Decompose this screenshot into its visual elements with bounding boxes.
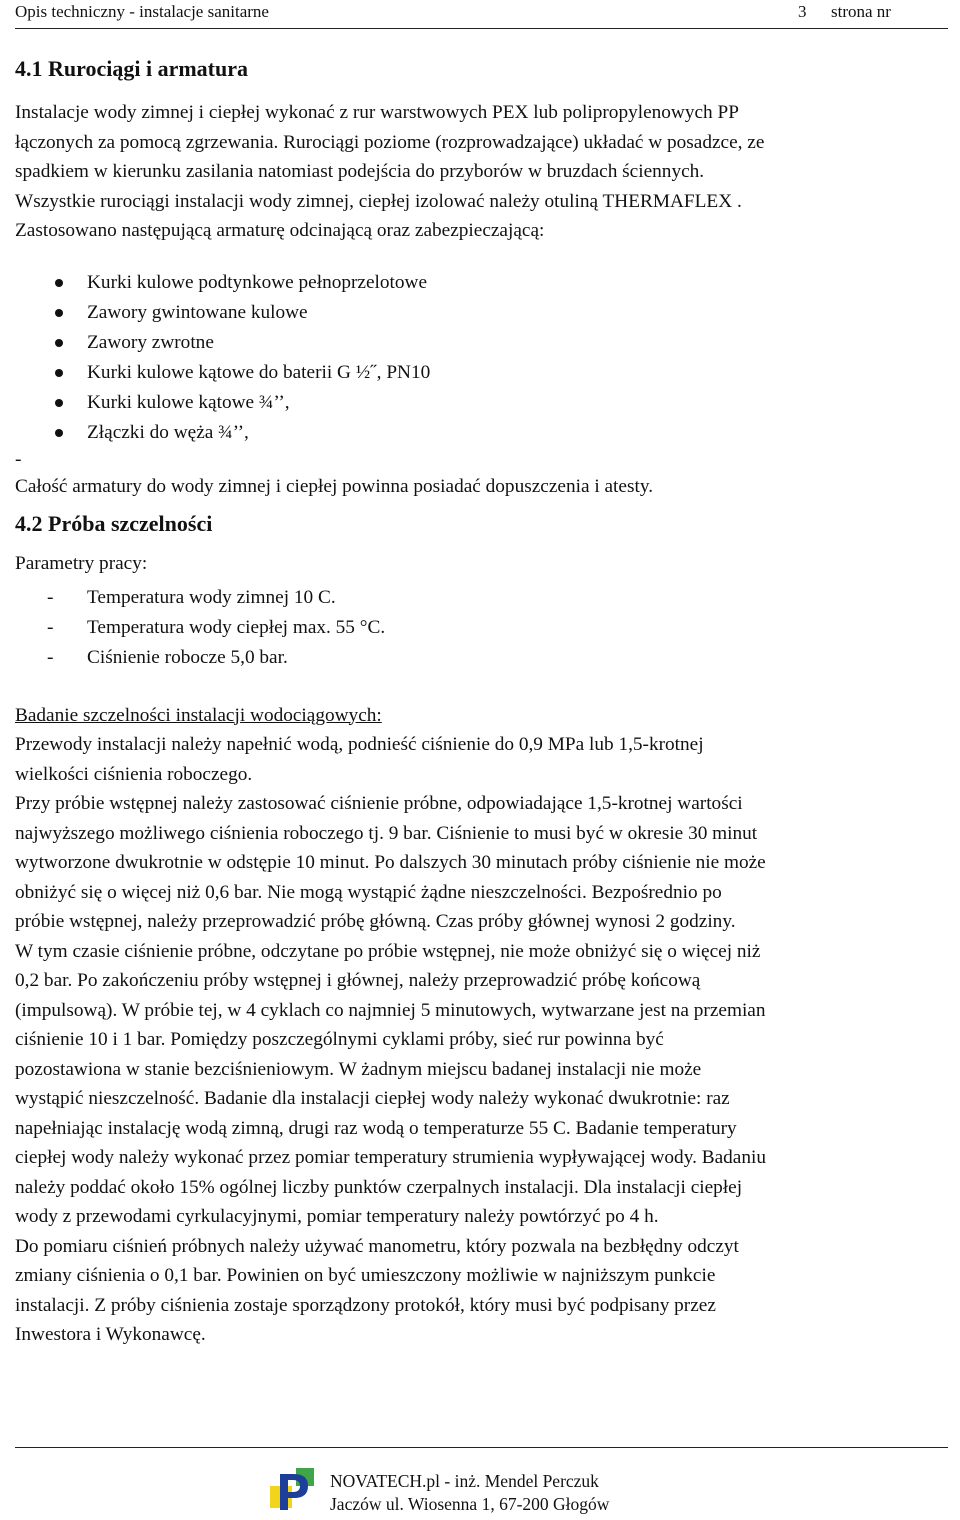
paragraph-line: ciepłej wody należy wykonać przez pomiar temperatury strumienia wypływającej wody. Badaniu — [15, 1147, 766, 1168]
list-item: Kurki kulowe kątowe do baterii G ½˝, PN10 — [15, 358, 960, 388]
paragraph-line: ciśnienie 10 i 1 bar. Pomiędzy poszczególnymi cyklami próby, sieć rur powinna być — [15, 1029, 664, 1050]
closing-sentence: Całość armatury do wody zimnej i ciepłej powinna posiadać dopuszczenia i atesty. — [15, 475, 654, 497]
document-body — [15, 40, 960, 1350]
footer-info — [330, 1470, 609, 1516]
paragraph-line: napełniając instalację wodą zimną, drugi raz wodą o temperaturze 55 C. Badanie temperatury — [15, 1117, 737, 1139]
paragraph-line: (impulsową). W próbie tej, w 4 cyklach co najmniej 5 minutowych, wytwarzane jest na przemian — [15, 999, 766, 1021]
paragraph-line: Wszystkie rurociągi instalacji wody zimnej, ciepłej izolować należy otuliną THERMAFLEX . — [15, 190, 742, 212]
footer-company: NOVATECH.pl - inż. Mendel Perczuk — [330, 1471, 599, 1491]
paragraph-line: wody z przewodami cyrkulacyjnymi, pomiar temperatury należy powtórzyć po 4 h. — [15, 1206, 659, 1227]
subsection-heading: Badanie szczelności instalacji wodociągowych: — [15, 704, 382, 726]
paragraph-line: Przy próbie wstępnej należy zastosować ciśnienie próbne, odpowiadające 1,5-krotnej wartości — [15, 793, 743, 814]
paragraph-line: należy poddać około 15% ogólnej liczby punktów czerpalnych instalacji. Dla instalacji ciepłej — [15, 1176, 743, 1198]
list-item: Zawory zwrotne — [15, 328, 960, 358]
param-text: Ciśnienie robocze 5,0 bar. — [87, 646, 288, 668]
params-list — [15, 583, 960, 673]
paragraph-line: łączonych za pomocą zgrzewania. Rurociągi poziome (rozprowadzające) układać w posadzce, ze — [15, 131, 765, 153]
footer-divider — [15, 1447, 948, 1448]
params-label: Parametry pracy: — [15, 553, 148, 574]
section-heading-4-1: 4.1 Rurociągi i armatura — [15, 56, 249, 81]
paragraph-line: instalacji. Z próby ciśnienia zostaje sporządzony protokół, który musi być podpisany przez — [15, 1294, 716, 1316]
list-item — [15, 613, 960, 643]
list-item: Kurki kulowe kątowe ¾’’, — [15, 388, 960, 418]
dash-marker: - — [47, 646, 54, 668]
list-item — [15, 583, 960, 613]
paragraph-line: próbie wstępnej, należy przeprowadzić próbę główną. Czas próby głównej wynosi 2 godziny. — [15, 911, 736, 932]
list-item — [15, 643, 960, 673]
paragraph-line: 0,2 bar. Po zakończeniu próby wstępnej i głównej, należy przeprowadzić próbę końcową — [15, 970, 701, 991]
paragraph-line: Instalacje wody zimnej i ciepłej wykonać z rur warstwowych PEX lub polipropylenowych PP — [15, 102, 739, 123]
logo-blue-mark — [280, 1474, 308, 1510]
company-logo-icon — [270, 1466, 316, 1512]
paragraph-line: W tym czasie ciśnienie próbne, odczytane po próbie wstępnej, nie może obniżyć się o więcej niż — [15, 940, 761, 962]
document-title: Opis techniczny - instalacje sanitarne — [15, 2, 269, 21]
section-heading-4-2: 4.2 Próba szczelności — [15, 511, 213, 536]
fittings-list — [15, 268, 960, 448]
paragraph-line: najwyższego możliwego ciśnienia roboczego tj. 9 bar. Ciśnienie to musi być w okresie 30 minut — [15, 822, 758, 844]
paragraph-line: Inwestora i Wykonawcę. — [15, 1324, 206, 1345]
paragraph-line: Przewody instalacji należy napełnić wodą, podnieść ciśnienie do 0,9 MPa lub 1,5-krotnej — [15, 734, 704, 755]
page-number: 3 — [798, 2, 807, 21]
paragraph-line: Do pomiaru ciśnień próbnych należy używać manometru, który pozwala na bezbłędny odczyt — [15, 1235, 739, 1257]
page-header — [15, 0, 948, 29]
paragraph-line: wielkości ciśnienia roboczego. — [15, 763, 253, 785]
paragraph-line: Zastosowano następującą armaturę odcinającą oraz zabezpieczającą: — [15, 220, 545, 241]
list-item: Złączki do węża ¾’’, — [15, 418, 960, 448]
empty-dash-item: - — [15, 448, 22, 470]
list-item: Zawory gwintowane kulowe — [15, 298, 960, 328]
intro-paragraph — [15, 98, 960, 246]
paragraph-line: obniżyć się o więcej niż 0,6 bar. Nie mogą wystąpić żądne nieszczelności. Bezpośrednio po — [15, 881, 722, 903]
test-procedure — [15, 701, 960, 1350]
param-text: Temperatura wody zimnej 10 C. — [87, 586, 336, 608]
paragraph-line: spadkiem w kierunku zasilania natomiast podejścia do przyborów w bruzdach ściennych. — [15, 161, 705, 182]
dash-marker: - — [47, 586, 54, 608]
page-label: strona nr — [831, 2, 891, 21]
footer-address: Jaczów ul. Wiosenna 1, 67-200 Głogów — [330, 1494, 610, 1514]
list-item: Kurki kulowe podtynkowe pełnoprzelotowe — [15, 268, 960, 298]
paragraph-line: pozostawiona w stanie bezciśnieniowym. W żadnym miejscu badanej instalacji nie może — [15, 1058, 702, 1080]
paragraph-line: wystąpić nieszczelność. Badanie dla instalacji ciepłej wody należy wykonać dwukrotnie: raz — [15, 1088, 730, 1109]
param-text: Temperatura wody ciepłej max. 55 °C. — [87, 616, 386, 638]
paragraph-line: wytworzone dwukrotnie w odstępie 10 minut. Po dalszych 30 minutach próby ciśnienie nie może — [15, 852, 766, 873]
paragraph-line: zmiany ciśnienia o 0,1 bar. Powinien on być umieszczony możliwie w najniższym punkcie — [15, 1265, 716, 1286]
dash-marker: - — [47, 616, 54, 638]
